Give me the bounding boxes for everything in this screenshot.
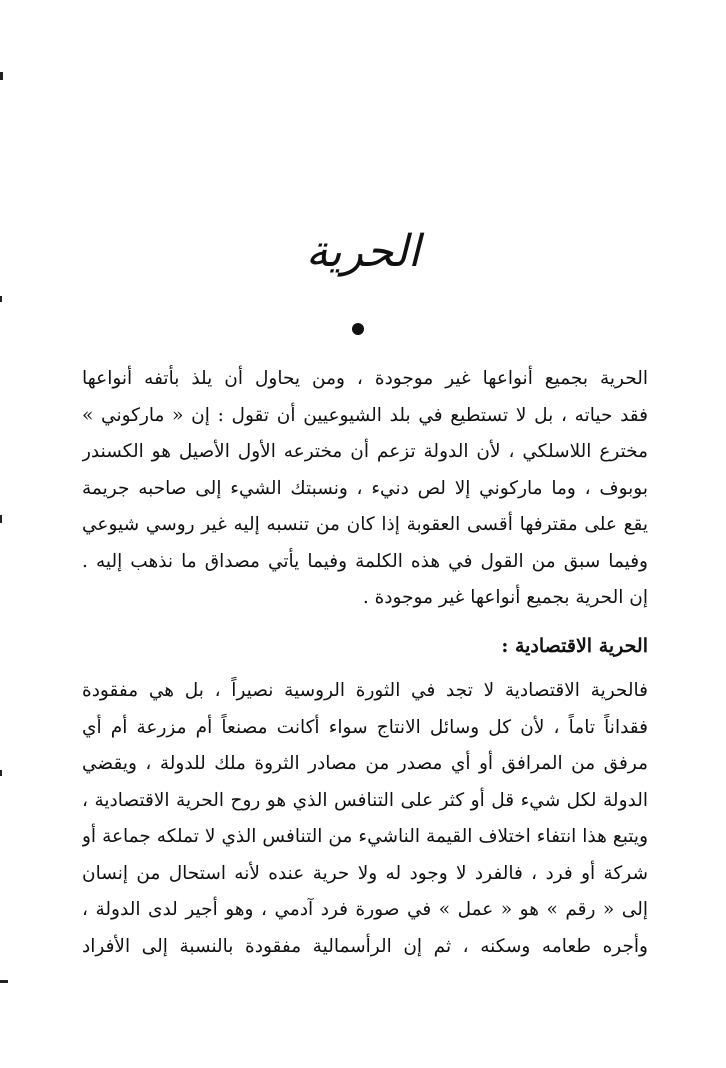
ornament-dot xyxy=(352,323,364,335)
text-line: بوبوف ، وما ماركوني إلا لص دنيء ، ونسبتك الشيء إلى صاحبه جريمة xyxy=(82,477,648,499)
chapter-title: الحرية xyxy=(305,226,421,277)
text-line: يقع على مقترفها أقسى العقوبة إذا كان من تنسبه إليه غير روسي شيوعي xyxy=(82,514,648,535)
scan-edge-mark xyxy=(0,770,2,776)
text-line: وفيما سبق من القول في هذه الكلمة وفيما يأتي مصداق ما نذهب إليه . xyxy=(82,550,648,572)
text-line: فقداناً تاماً ، لأن كل وسائل الانتاج سواء أكانت مصنعاً أم مزرعة أم أي xyxy=(82,716,648,738)
text-line: شركة أو فرد ، فالفرد لا وجود له ولا حرية عنده لأنه استحال من إنسان xyxy=(82,862,648,884)
text-line: إن الحرية بجميع أنواعها غير موجودة . xyxy=(362,587,648,608)
paragraph-2 xyxy=(82,673,648,965)
scan-edge-mark xyxy=(0,72,3,80)
text-line: مرفق من المرافق أو أي مصدر من مصادر الثروة ملك للدولة ، ويقضي xyxy=(82,753,648,774)
text-line: مخترع اللاسلكي ، لأن الدولة تزعم أن مخترعه الأول الأصيل هو الكسندر xyxy=(82,441,648,462)
text-line: إلى « رقم » هو « عمل » في صورة فرد آدمي ، وهو أجير لدى الدولة ، xyxy=(82,899,648,920)
text-line: ويتبع هذا انتفاء اختلاف القيمة الناشيء من التنافس الذي لا تملكه جماعة أو xyxy=(82,826,648,847)
text-line: الحرية بجميع أنواعها غير موجودة ، ومن يحاول أن يلذ بأتفه أنواعها xyxy=(82,368,648,389)
text-line: وأجره طعامه وسكنه ، ثم إن الرأسمالية مفقودة بالنسبة إلى الأفراد xyxy=(82,935,648,957)
section-heading: الحرية الاقتصادية : xyxy=(501,635,648,657)
scan-edge-mark xyxy=(0,980,8,983)
scan-edge-mark xyxy=(0,515,2,523)
text-line: فالحرية الاقتصادية لا تجد في الثورة الروسية نصيراً ، بل هي مفقودة xyxy=(82,680,648,701)
paragraph-1 xyxy=(82,361,648,617)
text-line: الدولة لكل شيء قل أو كثر على التنافس الذي هو روح الحرية الاقتصادية ، xyxy=(82,789,648,811)
scan-edge-mark xyxy=(0,296,2,302)
text-line: فقد حياته ، بل لا تستطيع في بلد الشيوعيين أن تقول : إن « ماركوني » xyxy=(82,404,648,426)
